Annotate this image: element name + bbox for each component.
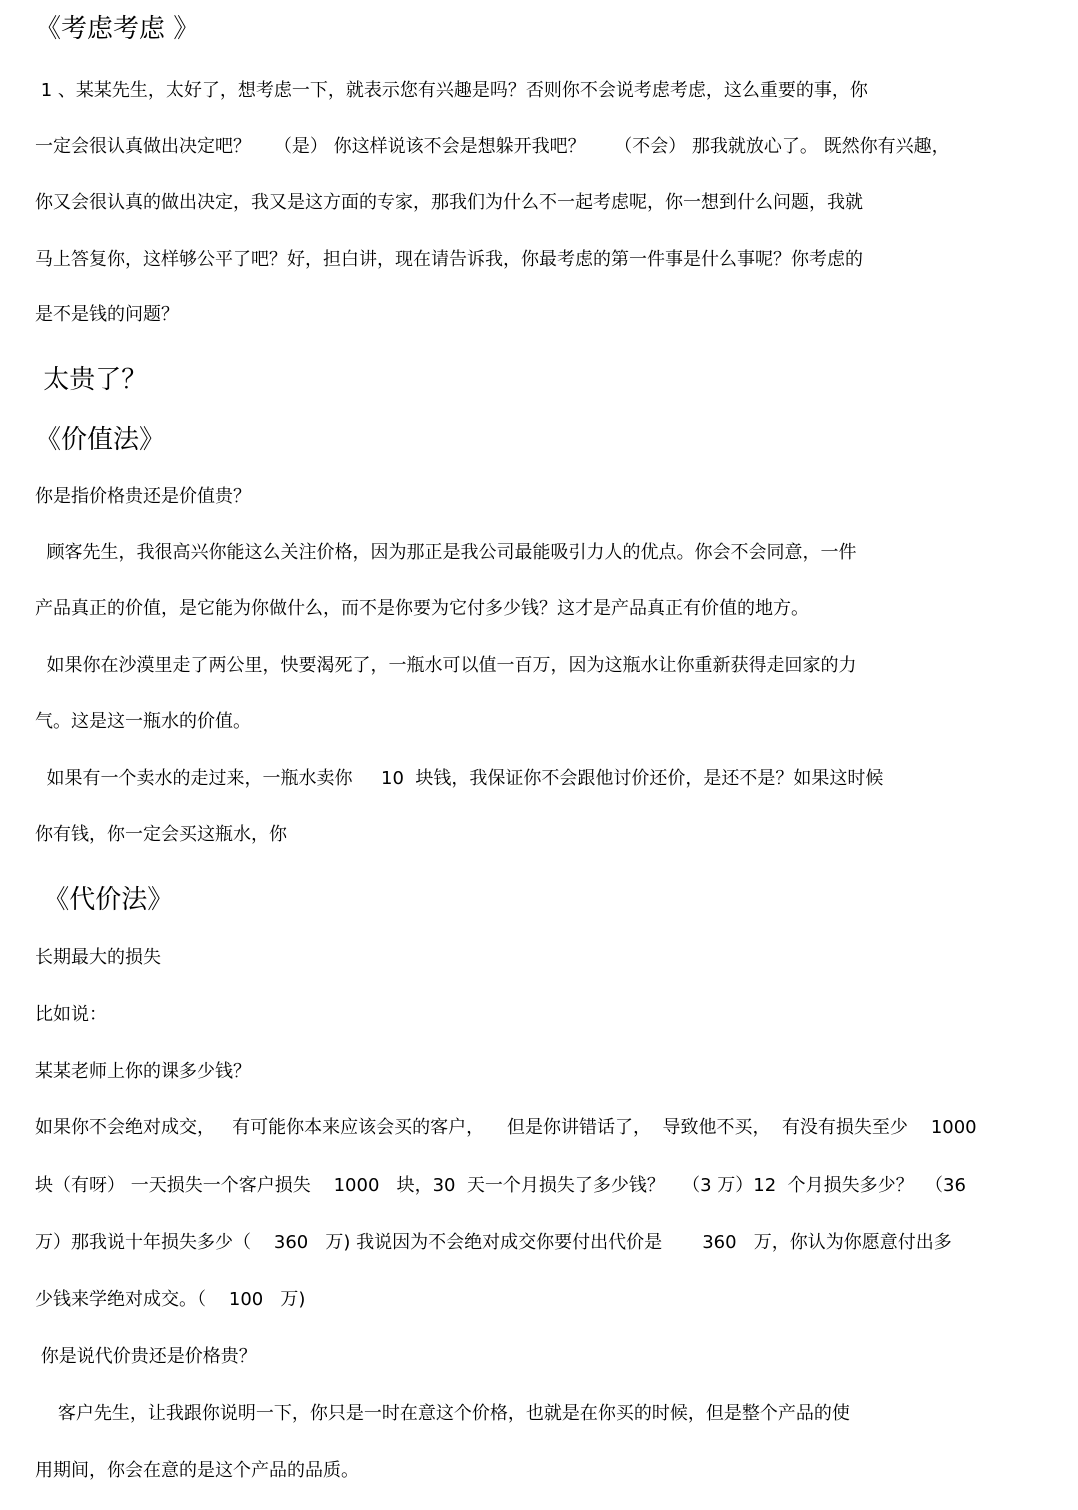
paragraph-line: 马上答复你，这样够公平了吧？好，担白讲，现在请告诉我，你最考虑的第一件事是什么事呢？你考虑的 [35, 249, 863, 270]
paragraph-line: 少钱来学绝对成交。（ 100 万) [35, 1289, 306, 1310]
paragraph-line: 1 、某某先生，太好了，想考虑一下，就表示您有兴趣是吗？否则你不会说考虑考虑，这么重要的事，你 [35, 80, 868, 101]
paragraph-line: 一定会很认真做出决定吧？ （是） 你这样说该不会是想躲开我吧？ （不会） 那我就放心了。 既然你有兴趣， [35, 136, 950, 157]
heading-kaolv: 《考虑考虑 》 [35, 14, 200, 44]
paragraph-line: 如果有一个卖水的走过来，一瓶水卖你 10 块钱，我保证你不会跟他讨价还价，是还不是？如果这时候 [35, 768, 884, 789]
paragraph-line: 万）那我说十年损失多少（ 360 万) 我说因为不会绝对成交你要付出代价是 360 万，你认为你愿意付出多 [35, 1232, 952, 1253]
paragraph-line: 顾客先生，我很高兴你能这么关注价格，因为那正是我公司最能吸引力人的优点。你会不会同意，一件 [35, 542, 857, 563]
paragraph-line: 气。这是这一瓶水的价值。 [35, 711, 251, 732]
paragraph-line: 如果你不会绝对成交， 有可能你本来应该会买的客户， 但是你讲错话了， 导致他不买， 有没有损失至少 1000 [35, 1117, 977, 1138]
paragraph-line: 如果你在沙漠里走了两公里，快要渴死了，一瓶水可以值一百万，因为这瓶水让你重新获得走回家的力 [35, 655, 857, 676]
paragraph-line: 客户先生，让我跟你说明一下，你只是一时在意这个价格，也就是在你买的时候，但是整个产品的使 [35, 1403, 850, 1424]
paragraph-line: 你有钱，你一定会买这瓶水，你 [35, 824, 287, 845]
paragraph-line: 某某老师上你的课多少钱？ [35, 1061, 251, 1082]
question-line: 你是指价格贵还是价值贵？ [35, 486, 251, 507]
heading-daijia: 《代价法》 [35, 885, 174, 915]
paragraph-line: 长期最大的损失 [35, 947, 161, 968]
paragraph-line: 你又会很认真的做出决定，我又是这方面的专家，那我们为什么不一起考虑呢，你一想到什么问题，我就 [35, 192, 863, 213]
heading-taigui: 太贵了？ [35, 365, 148, 395]
paragraph-line: 是不是钱的问题？ [35, 304, 179, 325]
paragraph-line: 产品真正的价值，是它能为你做什么，而不是你要为它付多少钱？这才是产品真正有价值的地方。 [35, 598, 809, 619]
paragraph-line: 比如说： [35, 1004, 107, 1025]
paragraph-line: 块（有呀） 一天损失一个客户损失 1000 块，30 天一个月损失了多少钱？ （3 万）12 个月损失多少？ （36 [35, 1175, 966, 1196]
heading-jiazhi: 《价值法》 [35, 425, 166, 455]
question-line: 你是说代价贵还是价格贵？ [35, 1346, 257, 1367]
paragraph-line: 用期间，你会在意的是这个产品的品质。 [35, 1460, 359, 1481]
